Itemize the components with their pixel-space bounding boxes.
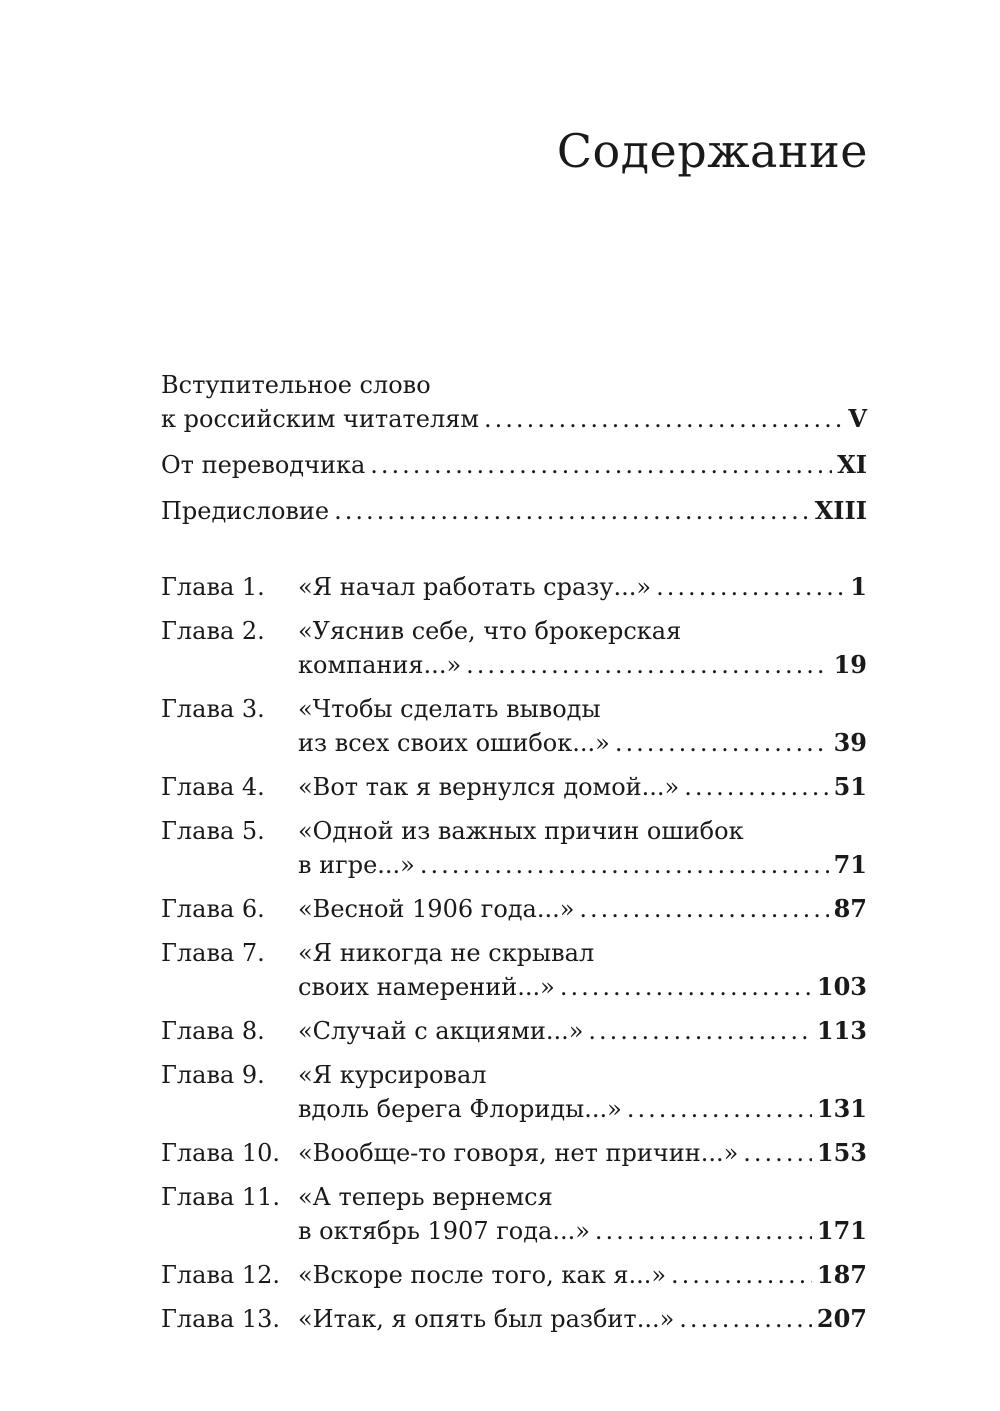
chapter-label: Глава 7. (161, 939, 265, 967)
dot-leader (466, 648, 828, 682)
toc-chapter-entry[interactable] (161, 1014, 867, 1048)
chapter-label: Глава 13. (161, 1305, 281, 1333)
page-title: Содержание (556, 124, 868, 178)
page-number: 103 (816, 972, 867, 1001)
entry-title-line: «Уяснив себе, что брокерская (298, 617, 682, 645)
entry-title-line: «Вот так я вернулся домой...» (298, 773, 680, 801)
dot-leader (627, 1092, 812, 1126)
entry-title (298, 1136, 867, 1170)
entry-title-line: «А теперь вернемся (298, 1183, 553, 1211)
entry-title (298, 570, 867, 604)
entry-title (161, 494, 867, 528)
dot-leader (671, 1258, 812, 1292)
entry-last-line (298, 892, 867, 926)
dot-leader (560, 970, 812, 1004)
entry-last-line (298, 1136, 867, 1170)
page-number: 39 (833, 728, 867, 757)
page-number: 153 (816, 1138, 867, 1167)
entry-title-line: из всех своих ошибок...» (298, 729, 610, 757)
entry-last-line (298, 848, 867, 882)
toc-chapter-entry[interactable] (161, 1180, 867, 1248)
entry-last-line (298, 1014, 867, 1048)
dot-leader (684, 770, 828, 804)
dot-leader (484, 402, 843, 436)
entry-last-line (298, 570, 867, 604)
entry-title (298, 770, 867, 804)
dot-leader (595, 1214, 812, 1248)
dot-leader (588, 1014, 811, 1048)
chapter-label: Глава 9. (161, 1061, 265, 1089)
dot-leader (656, 570, 845, 604)
page-number: 71 (833, 850, 867, 879)
toc-chapter-entry[interactable] (161, 814, 867, 882)
entry-title (298, 614, 867, 682)
entry-title-line: Предисловие (161, 497, 330, 525)
toc-chapter-entry[interactable] (161, 936, 867, 1004)
entry-title-line: «Я никогда не скрывал (298, 939, 595, 967)
page-number: 19 (833, 650, 867, 679)
toc-chapter-entry[interactable] (161, 1136, 867, 1170)
page-number: 171 (816, 1216, 867, 1245)
entry-title (298, 814, 867, 882)
toc-chapter-entry[interactable] (161, 1058, 867, 1126)
entry-last-line (298, 1258, 867, 1292)
toc-chapter-entry[interactable] (161, 692, 867, 760)
entry-title-line: «Вскоре после того, как я...» (298, 1261, 667, 1289)
entry-title (298, 936, 867, 1004)
toc-chapter-entry[interactable] (161, 614, 867, 682)
chapter-label: Глава 5. (161, 817, 265, 845)
table-of-contents (161, 368, 867, 1346)
chapter-label: Глава 12. (161, 1261, 281, 1289)
entry-title-line: «Весной 1906 года...» (298, 895, 575, 923)
dot-leader (615, 726, 829, 760)
entry-last-line (298, 970, 867, 1004)
chapter-label: Глава 11. (161, 1183, 281, 1211)
entry-title (298, 1258, 867, 1292)
chapter-label: Глава 10. (161, 1139, 281, 1167)
entry-last-line (161, 402, 867, 436)
entry-last-line (298, 1214, 867, 1248)
chapter-label: Глава 8. (161, 1017, 265, 1045)
chapter-label: Глава 4. (161, 773, 265, 801)
entry-title (298, 892, 867, 926)
dot-leader (420, 848, 829, 882)
entry-title-line: «Случай с акциями...» (298, 1017, 584, 1045)
entry-last-line (298, 1302, 867, 1336)
entry-last-line (298, 770, 867, 804)
entry-title-line: От переводчика (161, 451, 366, 479)
dot-leader (743, 1136, 812, 1170)
page-number: 1 (850, 572, 867, 601)
toc-chapter-entry[interactable] (161, 570, 867, 604)
page-number: 207 (816, 1304, 867, 1333)
toc-chapter-entry[interactable] (161, 1302, 867, 1336)
entry-title-line: в октябрь 1907 года...» (298, 1217, 590, 1245)
entry-title (298, 1014, 867, 1048)
entry-last-line (161, 494, 867, 528)
entry-title-line: «Вообще-то говоря, нет причин...» (298, 1139, 739, 1167)
dot-leader (370, 448, 832, 482)
chapter-list (161, 570, 867, 1336)
dot-leader (579, 892, 828, 926)
entry-title (161, 368, 867, 436)
entry-title-line: вдоль берега Флориды...» (298, 1095, 622, 1123)
entry-title (298, 692, 867, 760)
toc-chapter-entry[interactable] (161, 892, 867, 926)
chapter-label: Глава 2. (161, 617, 265, 645)
toc-chapter-entry[interactable] (161, 770, 867, 804)
entry-last-line (298, 1092, 867, 1126)
section-gap (161, 540, 867, 570)
chapter-label: Глава 6. (161, 895, 265, 923)
toc-front-matter-entry[interactable] (161, 448, 867, 482)
front-matter-list (161, 368, 867, 528)
page-number: 131 (816, 1094, 867, 1123)
page-number: XI (837, 450, 867, 479)
page-number: 87 (833, 894, 867, 923)
page-number: V (848, 404, 867, 433)
entry-last-line (298, 726, 867, 760)
page-number: 51 (833, 772, 867, 801)
entry-title-line: «Я начал работать сразу...» (298, 573, 652, 601)
entry-title-line: к российским читателям (161, 405, 480, 433)
entry-title-line: Вступительное слово (161, 371, 431, 399)
toc-front-matter-entry[interactable] (161, 494, 867, 528)
chapter-label: Глава 3. (161, 695, 265, 723)
entry-last-line (298, 648, 867, 682)
entry-title (298, 1180, 867, 1248)
page-number: 113 (816, 1016, 867, 1045)
dot-leader (679, 1302, 812, 1336)
entry-title-line: в игре...» (298, 851, 415, 879)
toc-chapter-entry[interactable] (161, 1258, 867, 1292)
entry-title (298, 1058, 867, 1126)
chapter-label: Глава 1. (161, 573, 265, 601)
entry-title-line: компания...» (298, 651, 462, 679)
entry-last-line (161, 448, 867, 482)
entry-title-line: своих намерений...» (298, 973, 555, 1001)
entry-title-line: «Чтобы сделать выводы (298, 695, 601, 723)
dot-leader (334, 494, 810, 528)
entry-title-line: «Я курсировал (298, 1061, 487, 1089)
entry-title (161, 448, 867, 482)
entry-title (298, 1302, 867, 1336)
entry-title-line: «Одной из важных причин ошибок (298, 817, 744, 845)
page-number: 187 (816, 1260, 867, 1289)
entry-title-line: «Итак, я опять был разбит...» (298, 1305, 675, 1333)
toc-front-matter-entry[interactable] (161, 368, 867, 436)
page-number: XIII (814, 496, 867, 525)
